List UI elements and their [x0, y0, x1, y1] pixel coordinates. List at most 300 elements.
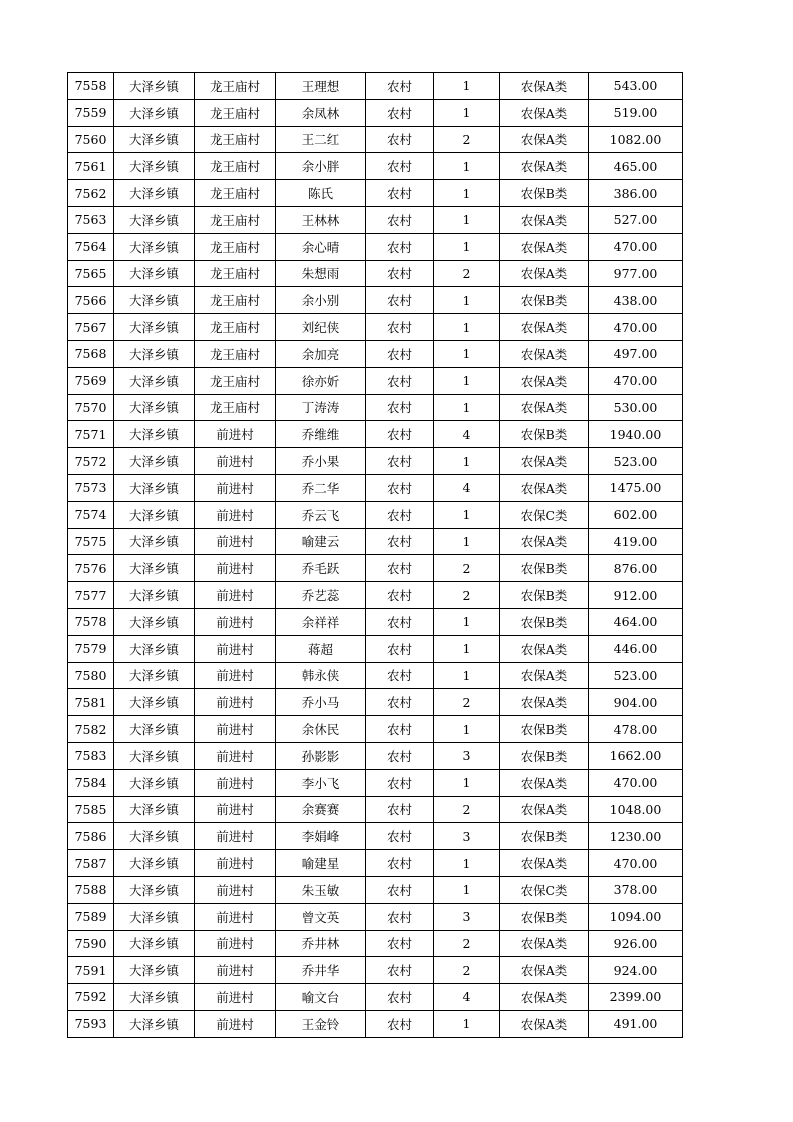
village-cell: 龙王庙村 [195, 367, 276, 394]
person-count-cell: 1 [434, 501, 500, 528]
name-cell: 乔二华 [276, 474, 366, 501]
amount-cell: 904.00 [589, 689, 683, 716]
town-cell: 大泽乡镇 [114, 314, 195, 341]
village-cell: 龙王庙村 [195, 314, 276, 341]
household-type-cell: 农村 [366, 984, 434, 1011]
household-type-cell: 农村 [366, 314, 434, 341]
row-id-cell: 7568 [68, 340, 114, 367]
amount-cell: 465.00 [589, 153, 683, 180]
village-cell: 前进村 [195, 635, 276, 662]
amount-cell: 464.00 [589, 608, 683, 635]
category-cell: 农保A类 [500, 635, 589, 662]
row-id-cell: 7561 [68, 153, 114, 180]
amount-cell: 491.00 [589, 1010, 683, 1037]
row-id-cell: 7565 [68, 260, 114, 287]
household-type-cell: 农村 [366, 850, 434, 877]
row-id-cell: 7563 [68, 206, 114, 233]
row-id-cell: 7591 [68, 957, 114, 984]
name-cell: 蒋超 [276, 635, 366, 662]
person-count-cell: 3 [434, 823, 500, 850]
category-cell: 农保A类 [500, 126, 589, 153]
amount-cell: 977.00 [589, 260, 683, 287]
category-cell: 农保A类 [500, 314, 589, 341]
town-cell: 大泽乡镇 [114, 260, 195, 287]
person-count-cell: 1 [434, 153, 500, 180]
village-cell: 龙王庙村 [195, 206, 276, 233]
table-row [68, 153, 683, 180]
village-cell: 龙王庙村 [195, 180, 276, 207]
category-cell: 农保A类 [500, 850, 589, 877]
town-cell: 大泽乡镇 [114, 555, 195, 582]
amount-cell: 543.00 [589, 73, 683, 100]
row-id-cell: 7586 [68, 823, 114, 850]
village-cell: 前进村 [195, 528, 276, 555]
row-id-cell: 7593 [68, 1010, 114, 1037]
person-count-cell: 2 [434, 930, 500, 957]
village-cell: 前进村 [195, 608, 276, 635]
town-cell: 大泽乡镇 [114, 180, 195, 207]
town-cell: 大泽乡镇 [114, 876, 195, 903]
household-type-cell: 农村 [366, 501, 434, 528]
amount-cell: 1230.00 [589, 823, 683, 850]
household-type-cell: 农村 [366, 689, 434, 716]
amount-cell: 378.00 [589, 876, 683, 903]
row-id-cell: 7581 [68, 689, 114, 716]
household-type-cell: 农村 [366, 367, 434, 394]
row-id-cell: 7590 [68, 930, 114, 957]
category-cell: 农保A类 [500, 769, 589, 796]
household-type-cell: 农村 [366, 635, 434, 662]
town-cell: 大泽乡镇 [114, 957, 195, 984]
amount-cell: 1048.00 [589, 796, 683, 823]
row-id-cell: 7576 [68, 555, 114, 582]
category-cell: 农保A类 [500, 340, 589, 367]
row-id-cell: 7570 [68, 394, 114, 421]
table-row [68, 957, 683, 984]
person-count-cell: 1 [434, 716, 500, 743]
village-cell: 前进村 [195, 957, 276, 984]
village-cell: 前进村 [195, 930, 276, 957]
row-id-cell: 7574 [68, 501, 114, 528]
town-cell: 大泽乡镇 [114, 340, 195, 367]
row-id-cell: 7567 [68, 314, 114, 341]
person-count-cell: 1 [434, 635, 500, 662]
town-cell: 大泽乡镇 [114, 635, 195, 662]
name-cell: 乔维维 [276, 421, 366, 448]
name-cell: 余祥祥 [276, 608, 366, 635]
village-cell: 龙王庙村 [195, 73, 276, 100]
category-cell: 农保A类 [500, 528, 589, 555]
table-row [68, 528, 683, 555]
category-cell: 农保A类 [500, 662, 589, 689]
category-cell: 农保A类 [500, 474, 589, 501]
roster-table-body [68, 73, 683, 1038]
person-count-cell: 1 [434, 99, 500, 126]
amount-cell: 876.00 [589, 555, 683, 582]
town-cell: 大泽乡镇 [114, 984, 195, 1011]
name-cell: 乔毛跃 [276, 555, 366, 582]
village-cell: 龙王庙村 [195, 394, 276, 421]
village-cell: 龙王庙村 [195, 340, 276, 367]
name-cell: 曾文英 [276, 903, 366, 930]
person-count-cell: 1 [434, 73, 500, 100]
roster-table [67, 72, 683, 1038]
name-cell: 喻建星 [276, 850, 366, 877]
row-id-cell: 7577 [68, 582, 114, 609]
amount-cell: 519.00 [589, 99, 683, 126]
row-id-cell: 7580 [68, 662, 114, 689]
table-row [68, 716, 683, 743]
amount-cell: 419.00 [589, 528, 683, 555]
person-count-cell: 2 [434, 957, 500, 984]
row-id-cell: 7589 [68, 903, 114, 930]
town-cell: 大泽乡镇 [114, 206, 195, 233]
village-cell: 前进村 [195, 448, 276, 475]
amount-cell: 470.00 [589, 769, 683, 796]
village-cell: 前进村 [195, 876, 276, 903]
table-row [68, 608, 683, 635]
row-id-cell: 7569 [68, 367, 114, 394]
row-id-cell: 7566 [68, 287, 114, 314]
amount-cell: 470.00 [589, 233, 683, 260]
table-row [68, 260, 683, 287]
household-type-cell: 农村 [366, 716, 434, 743]
household-type-cell: 农村 [366, 876, 434, 903]
person-count-cell: 3 [434, 742, 500, 769]
table-row [68, 73, 683, 100]
town-cell: 大泽乡镇 [114, 394, 195, 421]
amount-cell: 523.00 [589, 662, 683, 689]
table-row [68, 984, 683, 1011]
amount-cell: 438.00 [589, 287, 683, 314]
amount-cell: 602.00 [589, 501, 683, 528]
name-cell: 孙影影 [276, 742, 366, 769]
amount-cell: 926.00 [589, 930, 683, 957]
name-cell: 乔小马 [276, 689, 366, 716]
household-type-cell: 农村 [366, 1010, 434, 1037]
row-id-cell: 7587 [68, 850, 114, 877]
category-cell: 农保A类 [500, 957, 589, 984]
village-cell: 前进村 [195, 984, 276, 1011]
person-count-cell: 4 [434, 984, 500, 1011]
household-type-cell: 农村 [366, 233, 434, 260]
category-cell: 农保B类 [500, 608, 589, 635]
person-count-cell: 2 [434, 796, 500, 823]
town-cell: 大泽乡镇 [114, 716, 195, 743]
table-row [68, 796, 683, 823]
person-count-cell: 1 [434, 528, 500, 555]
town-cell: 大泽乡镇 [114, 823, 195, 850]
name-cell: 乔艺蕊 [276, 582, 366, 609]
household-type-cell: 农村 [366, 528, 434, 555]
town-cell: 大泽乡镇 [114, 689, 195, 716]
town-cell: 大泽乡镇 [114, 850, 195, 877]
person-count-cell: 1 [434, 608, 500, 635]
row-id-cell: 7585 [68, 796, 114, 823]
category-cell: 农保A类 [500, 1010, 589, 1037]
amount-cell: 527.00 [589, 206, 683, 233]
name-cell: 王二红 [276, 126, 366, 153]
town-cell: 大泽乡镇 [114, 903, 195, 930]
household-type-cell: 农村 [366, 662, 434, 689]
town-cell: 大泽乡镇 [114, 73, 195, 100]
row-id-cell: 7584 [68, 769, 114, 796]
amount-cell: 470.00 [589, 850, 683, 877]
person-count-cell: 1 [434, 876, 500, 903]
village-cell: 前进村 [195, 716, 276, 743]
category-cell: 农保B类 [500, 287, 589, 314]
table-row [68, 903, 683, 930]
village-cell: 前进村 [195, 796, 276, 823]
table-row [68, 314, 683, 341]
row-id-cell: 7559 [68, 99, 114, 126]
village-cell: 前进村 [195, 555, 276, 582]
household-type-cell: 农村 [366, 555, 434, 582]
person-count-cell: 1 [434, 850, 500, 877]
table-row [68, 99, 683, 126]
row-id-cell: 7571 [68, 421, 114, 448]
town-cell: 大泽乡镇 [114, 126, 195, 153]
town-cell: 大泽乡镇 [114, 662, 195, 689]
table-row [68, 635, 683, 662]
person-count-cell: 1 [434, 1010, 500, 1037]
amount-cell: 446.00 [589, 635, 683, 662]
town-cell: 大泽乡镇 [114, 153, 195, 180]
household-type-cell: 农村 [366, 287, 434, 314]
name-cell: 朱玉敏 [276, 876, 366, 903]
amount-cell: 1094.00 [589, 903, 683, 930]
category-cell: 农保A类 [500, 689, 589, 716]
category-cell: 农保B类 [500, 180, 589, 207]
category-cell: 农保A类 [500, 448, 589, 475]
category-cell: 农保A类 [500, 99, 589, 126]
household-type-cell: 农村 [366, 823, 434, 850]
amount-cell: 1940.00 [589, 421, 683, 448]
name-cell: 余心晴 [276, 233, 366, 260]
person-count-cell: 1 [434, 287, 500, 314]
name-cell: 韩永侠 [276, 662, 366, 689]
name-cell: 陈氏 [276, 180, 366, 207]
amount-cell: 2399.00 [589, 984, 683, 1011]
household-type-cell: 农村 [366, 769, 434, 796]
name-cell: 王林林 [276, 206, 366, 233]
table-row [68, 1010, 683, 1037]
person-count-cell: 3 [434, 903, 500, 930]
town-cell: 大泽乡镇 [114, 501, 195, 528]
name-cell: 乔井林 [276, 930, 366, 957]
person-count-cell: 2 [434, 582, 500, 609]
household-type-cell: 农村 [366, 99, 434, 126]
household-type-cell: 农村 [366, 421, 434, 448]
name-cell: 余加亮 [276, 340, 366, 367]
row-id-cell: 7582 [68, 716, 114, 743]
table-row [68, 555, 683, 582]
category-cell: 农保A类 [500, 260, 589, 287]
household-type-cell: 农村 [366, 903, 434, 930]
person-count-cell: 4 [434, 421, 500, 448]
village-cell: 前进村 [195, 850, 276, 877]
name-cell: 喻建云 [276, 528, 366, 555]
household-type-cell: 农村 [366, 153, 434, 180]
name-cell: 余小胖 [276, 153, 366, 180]
amount-cell: 530.00 [589, 394, 683, 421]
table-row [68, 689, 683, 716]
person-count-cell: 1 [434, 206, 500, 233]
category-cell: 农保A类 [500, 153, 589, 180]
name-cell: 乔井华 [276, 957, 366, 984]
town-cell: 大泽乡镇 [114, 608, 195, 635]
row-id-cell: 7579 [68, 635, 114, 662]
category-cell: 农保A类 [500, 394, 589, 421]
category-cell: 农保B类 [500, 555, 589, 582]
person-count-cell: 4 [434, 474, 500, 501]
person-count-cell: 2 [434, 126, 500, 153]
name-cell: 徐亦妡 [276, 367, 366, 394]
name-cell: 余小别 [276, 287, 366, 314]
name-cell: 朱想雨 [276, 260, 366, 287]
category-cell: 农保A类 [500, 984, 589, 1011]
category-cell: 农保B类 [500, 582, 589, 609]
name-cell: 余休民 [276, 716, 366, 743]
name-cell: 喻文台 [276, 984, 366, 1011]
household-type-cell: 农村 [366, 582, 434, 609]
town-cell: 大泽乡镇 [114, 233, 195, 260]
village-cell: 前进村 [195, 501, 276, 528]
name-cell: 余凤林 [276, 99, 366, 126]
name-cell: 王金铃 [276, 1010, 366, 1037]
person-count-cell: 1 [434, 394, 500, 421]
village-cell: 龙王庙村 [195, 153, 276, 180]
town-cell: 大泽乡镇 [114, 582, 195, 609]
amount-cell: 386.00 [589, 180, 683, 207]
category-cell: 农保A类 [500, 930, 589, 957]
category-cell: 农保B类 [500, 823, 589, 850]
person-count-cell: 2 [434, 689, 500, 716]
table-row [68, 126, 683, 153]
row-id-cell: 7578 [68, 608, 114, 635]
village-cell: 前进村 [195, 742, 276, 769]
town-cell: 大泽乡镇 [114, 474, 195, 501]
category-cell: 农保C类 [500, 876, 589, 903]
table-row [68, 448, 683, 475]
household-type-cell: 农村 [366, 394, 434, 421]
village-cell: 前进村 [195, 903, 276, 930]
household-type-cell: 农村 [366, 260, 434, 287]
table-row [68, 930, 683, 957]
name-cell: 丁涛涛 [276, 394, 366, 421]
row-id-cell: 7562 [68, 180, 114, 207]
row-id-cell: 7583 [68, 742, 114, 769]
name-cell: 乔云飞 [276, 501, 366, 528]
household-type-cell: 农村 [366, 957, 434, 984]
amount-cell: 1662.00 [589, 742, 683, 769]
village-cell: 前进村 [195, 421, 276, 448]
person-count-cell: 2 [434, 555, 500, 582]
town-cell: 大泽乡镇 [114, 287, 195, 314]
table-row [68, 850, 683, 877]
village-cell: 前进村 [195, 769, 276, 796]
person-count-cell: 1 [434, 448, 500, 475]
household-type-cell: 农村 [366, 474, 434, 501]
row-id-cell: 7592 [68, 984, 114, 1011]
table-row [68, 474, 683, 501]
household-type-cell: 农村 [366, 742, 434, 769]
town-cell: 大泽乡镇 [114, 1010, 195, 1037]
row-id-cell: 7588 [68, 876, 114, 903]
category-cell: 农保A类 [500, 206, 589, 233]
village-cell: 龙王庙村 [195, 233, 276, 260]
household-type-cell: 农村 [366, 608, 434, 635]
table-row [68, 662, 683, 689]
village-cell: 前进村 [195, 823, 276, 850]
person-count-cell: 1 [434, 662, 500, 689]
name-cell: 刘纪侠 [276, 314, 366, 341]
household-type-cell: 农村 [366, 73, 434, 100]
person-count-cell: 2 [434, 260, 500, 287]
town-cell: 大泽乡镇 [114, 448, 195, 475]
table-row [68, 367, 683, 394]
village-cell: 前进村 [195, 689, 276, 716]
table-row [68, 206, 683, 233]
village-cell: 前进村 [195, 1010, 276, 1037]
household-type-cell: 农村 [366, 930, 434, 957]
amount-cell: 1475.00 [589, 474, 683, 501]
person-count-cell: 1 [434, 340, 500, 367]
name-cell: 王理想 [276, 73, 366, 100]
table-row [68, 742, 683, 769]
category-cell: 农保A类 [500, 367, 589, 394]
person-count-cell: 1 [434, 233, 500, 260]
person-count-cell: 1 [434, 314, 500, 341]
table-row [68, 769, 683, 796]
table-row [68, 233, 683, 260]
person-count-cell: 1 [434, 367, 500, 394]
town-cell: 大泽乡镇 [114, 930, 195, 957]
category-cell: 农保A类 [500, 233, 589, 260]
household-type-cell: 农村 [366, 126, 434, 153]
name-cell: 余赛赛 [276, 796, 366, 823]
amount-cell: 470.00 [589, 314, 683, 341]
town-cell: 大泽乡镇 [114, 796, 195, 823]
amount-cell: 470.00 [589, 367, 683, 394]
town-cell: 大泽乡镇 [114, 367, 195, 394]
town-cell: 大泽乡镇 [114, 421, 195, 448]
category-cell: 农保B类 [500, 421, 589, 448]
person-count-cell: 1 [434, 769, 500, 796]
row-id-cell: 7572 [68, 448, 114, 475]
household-type-cell: 农村 [366, 206, 434, 233]
amount-cell: 523.00 [589, 448, 683, 475]
village-cell: 前进村 [195, 582, 276, 609]
town-cell: 大泽乡镇 [114, 742, 195, 769]
village-cell: 龙王庙村 [195, 260, 276, 287]
table-row [68, 823, 683, 850]
town-cell: 大泽乡镇 [114, 99, 195, 126]
town-cell: 大泽乡镇 [114, 528, 195, 555]
town-cell: 大泽乡镇 [114, 769, 195, 796]
household-type-cell: 农村 [366, 340, 434, 367]
row-id-cell: 7564 [68, 233, 114, 260]
amount-cell: 912.00 [589, 582, 683, 609]
row-id-cell: 7558 [68, 73, 114, 100]
amount-cell: 497.00 [589, 340, 683, 367]
amount-cell: 924.00 [589, 957, 683, 984]
category-cell: 农保A类 [500, 796, 589, 823]
table-row [68, 180, 683, 207]
name-cell: 李娟峰 [276, 823, 366, 850]
household-type-cell: 农村 [366, 180, 434, 207]
category-cell: 农保B类 [500, 716, 589, 743]
